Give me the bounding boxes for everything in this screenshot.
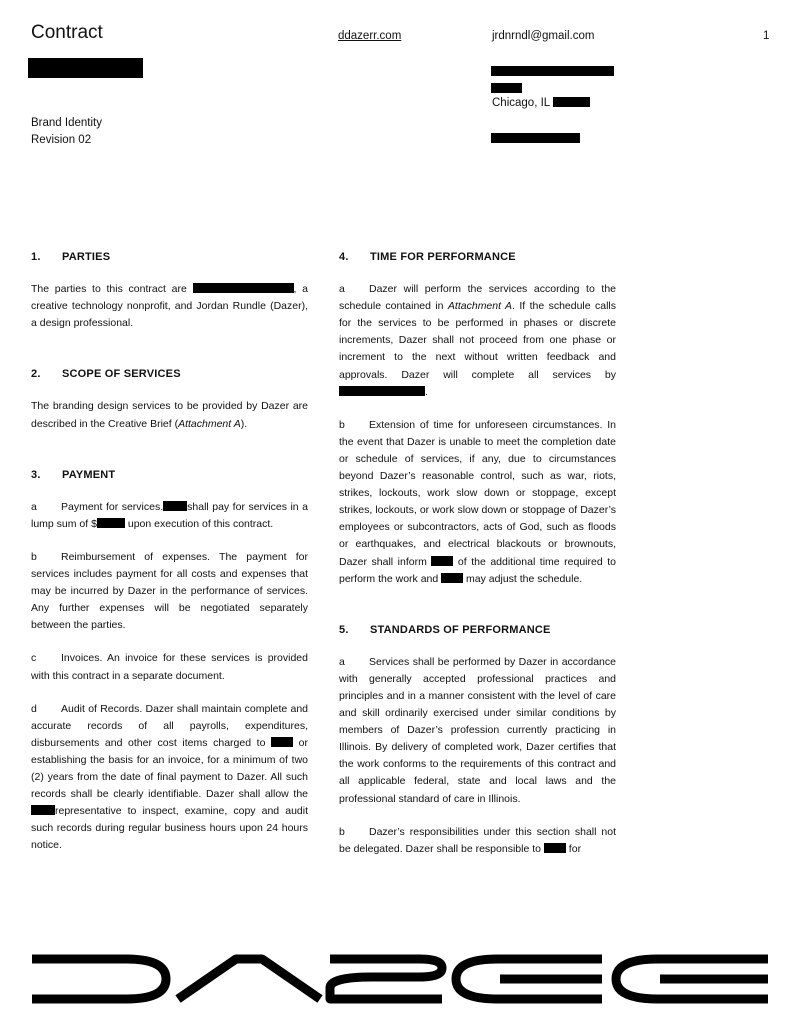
left-column xyxy=(31,249,308,870)
project-name: Brand Identity xyxy=(31,117,102,129)
redaction-inline xyxy=(441,573,463,583)
payment-d: d Audit of Records. Dazer shall maintain complete and accurate records of all payrolls, expenditures, disbursements and other cost items charged to or establishing the basis for an invoice, for a minimum of two (2) years from the date of final payment to Dazer. All such records shall be clearly identifiable. Dazer shall allow the representative to inspect, examine, copy and audit such records during regular business hours upon 24 hours notice. xyxy=(31,702,308,852)
redaction-amount xyxy=(97,518,125,528)
redaction-phone xyxy=(491,133,580,143)
payment-a: a Payment for services. shall pay for services in a lump sum of $ upon execution of this contract. xyxy=(31,500,308,530)
redaction-address-line1 xyxy=(491,66,614,76)
redaction-inline xyxy=(163,501,187,511)
section-heading-scope: 2. SCOPE OF SERVICES xyxy=(31,368,181,381)
section-heading-parties: 1. PARTIES xyxy=(31,251,111,263)
document-title: Contract xyxy=(31,22,103,43)
revision-label: Revision 02 xyxy=(31,134,92,146)
address-city: Chicago, IL xyxy=(492,97,590,109)
standards-a: a Services shall be performed by Dazer in accordance with generally accepted professional practices and principles and in a manner consistent with the level of care and skill ordinarily exercised under similar conditions by members of Dazer’s profession currently practicing in Illinois. By delivery of completed work, Dazer certifies that the work conforms to the requirements of this contract and all applicable federal, state and local laws and the professional standard of care in Illinois. xyxy=(339,655,616,805)
page-number: 1 xyxy=(763,30,770,42)
section-heading-payment: 3. PAYMENT xyxy=(31,468,116,481)
payment-b: b Reimbursement of expenses. The payment for services includes payment for all costs and expenses that may be incurred by Dazer in the performance of services. Any further expenses will be negotiated separately between the parties. xyxy=(31,550,308,632)
right-column xyxy=(339,249,616,874)
payment-c: c Invoices. An invoice for these services is provided with this contract in a separate document. xyxy=(31,652,308,682)
time-b: b Extension of time for unforeseen circumstances. In the event that Dazer is unable to meet the completion date or schedule of services, if any, due to circumstances beyond Dazer’s reasonable control, such as war, riots, strikes, lockouts, work slow down or stoppage, except strikes, lockouts, or work slow down or stoppage of Dazer’s employees or subcontractors, acts of God, such as floods or earthquakes, and electrical blackouts or brownouts, Dazer shall inform of the additional time required to perform the work and may adjust the schedule. xyxy=(339,418,616,585)
redaction-zip xyxy=(553,97,590,107)
section-heading-standards: 5. STANDARDS OF PERFORMANCE xyxy=(339,623,551,636)
email-address: jrdnrndl@gmail.com xyxy=(492,30,595,42)
redaction-date xyxy=(339,386,425,396)
redaction-inline xyxy=(271,737,293,747)
scope-text: The branding design services to be provided by Dazer are described in the Creative Brief (Attachment A). xyxy=(31,400,308,430)
website-link[interactable]: ddazerr.com xyxy=(338,30,402,42)
document-meta xyxy=(31,115,102,149)
redaction-inline xyxy=(193,283,294,293)
redaction-inline xyxy=(431,556,453,566)
standards-b: b Dazer’s responsibilities under this section shall not be delegated. Dazer shall be responsible to for xyxy=(339,825,616,855)
redaction-inline xyxy=(544,843,566,853)
redaction-inline xyxy=(31,805,55,815)
section-heading-time: 4. TIME FOR PERFORMANCE xyxy=(339,251,516,263)
dazer-logo xyxy=(30,948,770,1008)
parties-text: The parties to this contract are , a creative technology nonprofit, and Jordan Rundle (Dazer), a design professional. xyxy=(31,283,308,330)
redaction-address-line2 xyxy=(491,83,522,93)
redaction-client-name xyxy=(28,58,143,78)
time-a: a Dazer will perform the services according to the schedule contained in Attachment A. If the schedule calls for the services to be performed in phases or discrete increments, Dazer shall not proceed from one phase or increment to the next without written feedback and approvals. Dazer will complete all services by . xyxy=(339,283,616,398)
